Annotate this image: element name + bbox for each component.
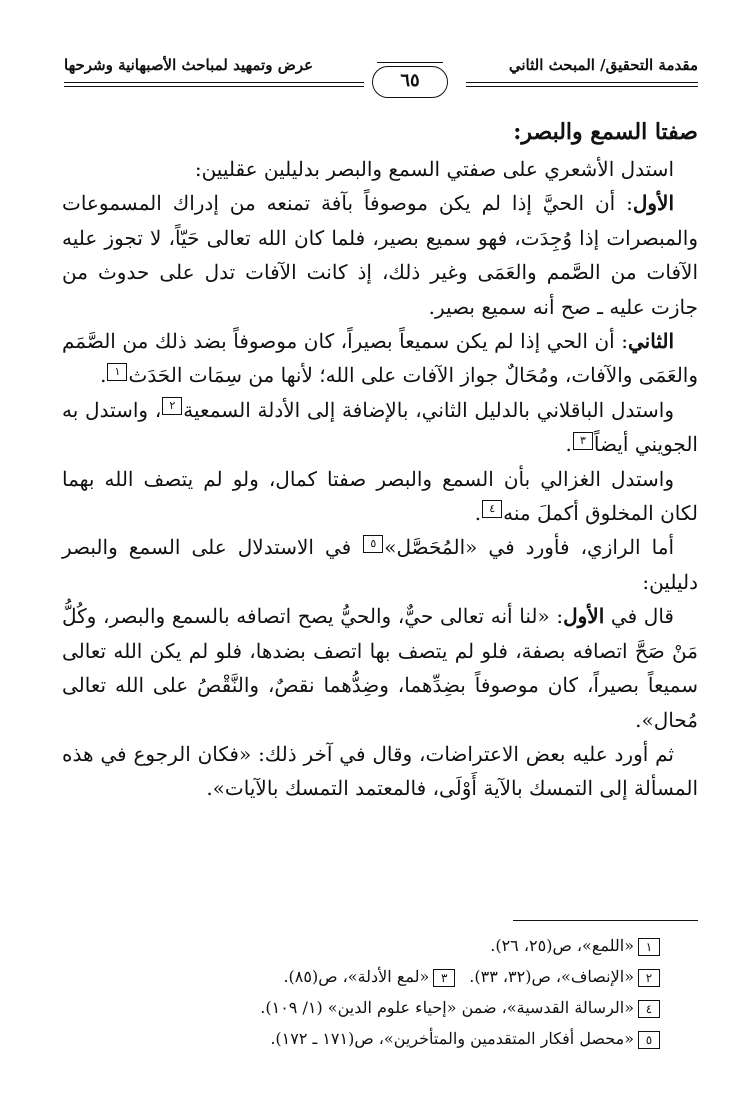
header-book-title: عرض وتمهيد لمباحث الأصبهانية وشرحها xyxy=(64,56,314,74)
ghazali-text: واستدل الغزالي بأن السمع والبصر صفتا كمال، ولو لم يتصف الله بهما لكان المخلوق أكملَ منه xyxy=(62,466,698,526)
paragraph-razi xyxy=(62,530,698,599)
footnote-ref[interactable]: ١ xyxy=(107,363,127,381)
footnote-number: ٢ xyxy=(638,969,660,987)
footnote-separator xyxy=(513,920,698,921)
main-text xyxy=(62,112,698,806)
second-proof-label: الثاني xyxy=(628,329,675,354)
paragraph-baqillani xyxy=(62,393,698,462)
footnotes xyxy=(80,930,660,1054)
footnote-text: «الرسالة القدسية»، ضمن «إحياء علوم الدين» (١/ ١٠٩). xyxy=(260,998,634,1017)
header-rule xyxy=(64,86,364,87)
footnote-number: ٥ xyxy=(638,1031,660,1049)
razi-text-cont: في الاستدلال على السمع والبصر دليلين: xyxy=(62,535,698,594)
footnote-ref[interactable]: ٣ xyxy=(573,432,593,450)
first-proof-text: : أن الحيَّ إذا لم يكن موصوفاً بآفة تمنعه من إدراك المسموعات والمبصرات إذا وُجِدَت، فهو سميع بصير، فلما كان الله تعالى حَيّاً، لا تجوز عليه الآفات من الصَّمم والعَمَى وغير ذلك، إذ كانت الآفات تدل على حدوث من جازت عليه ـ صح أنه سميع بصير. xyxy=(62,191,698,319)
quote-label: الأول xyxy=(563,604,605,629)
footnote-text: «محصل أفكار المتقدمين والمتأخرين»، ص(١٧١ ـ ١٧٢). xyxy=(270,1029,634,1048)
razi-text: أما الرازي، فأورد في «المُحَصَّل» xyxy=(384,535,675,560)
paragraph-intro: استدل الأشعري على صفتي السمع والبصر بدليلين عقليين: xyxy=(194,157,674,181)
section-heading: صفتا السمع والبصر: xyxy=(513,119,698,145)
header-rule xyxy=(64,82,364,83)
footnote-ref[interactable]: ٥ xyxy=(363,535,383,553)
header-rule xyxy=(466,86,698,87)
sentence-end: . xyxy=(565,432,572,457)
footnote-text: «اللمع»، ص(٢٥، ٢٦). xyxy=(490,936,634,955)
page-number: ٦٥ xyxy=(372,66,448,98)
paragraph-second-proof xyxy=(62,324,698,393)
footnote-item xyxy=(80,1023,660,1054)
footnote-item xyxy=(80,930,660,961)
paragraph-razi-quote xyxy=(62,599,698,737)
footnote-item xyxy=(80,961,660,992)
sentence-end: . xyxy=(100,363,107,388)
footnote-number: ٤ xyxy=(638,1000,660,1018)
header-rule xyxy=(466,82,698,83)
footnote-number: ١ xyxy=(638,938,660,956)
footnote-number: ٣ xyxy=(433,969,455,987)
sentence-end: . xyxy=(474,501,482,526)
paragraph-first-proof xyxy=(62,186,698,324)
second-proof-text: : أن الحي إذا لم يكن سميعاً بصيراً، كان موصوفاً بضد ذلك من الصَّمَم والعَمَى والآفات، ومُحَالٌ جواز الآفات على الله؛ لأنها من سِمَات الحَدَث xyxy=(62,329,698,388)
quote-text: : «لنا أنه تعالى حيٌّ، والحيُّ يصح اتصافه بالسمع والبصر، وكُلُّ مَنْ صَحَّ اتصافه بصفة، فلو لم يتصف بها اتصف بضدها، فلو لم يكن الله تعالى سميعاً بصيراً، كان موصوفاً بضِدِّهما، وضِدُّهما نقصٌ، والنَّقْصُ على الله تعالى مُحال». xyxy=(62,604,698,732)
running-header xyxy=(64,56,698,102)
paragraph-closing: ثم أورد عليه بعض الاعتراضات، وقال في آخر ذلك: «فكان الرجوع في هذه المسألة إلى التمسك بالآية أَوْلَى، فالمعتمد التمسك بالآيات». xyxy=(62,741,698,801)
footnote-text: «لمع الأدلة»، ص(٨٥). xyxy=(283,967,430,986)
paragraph-ghazali xyxy=(62,462,698,531)
first-proof-label: الأول xyxy=(632,191,674,216)
footnote-ref[interactable]: ٤ xyxy=(482,500,502,518)
juwayni-text: ، واستدل به الجويني أيضاً xyxy=(62,397,698,457)
footnote-text: «الإنصاف»، ص(٣٢، ٣٣). xyxy=(469,967,634,986)
footnote-item xyxy=(80,992,660,1023)
footnote-ref[interactable]: ٢ xyxy=(162,397,182,415)
baqillani-text: واستدل الباقلاني بالدليل الثاني، بالإضافة إلى الأدلة السمعية xyxy=(183,397,674,422)
quote-prefix: قال في xyxy=(604,604,674,629)
header-chapter-title: مقدمة التحقيق/ المبحث الثاني xyxy=(508,56,698,74)
